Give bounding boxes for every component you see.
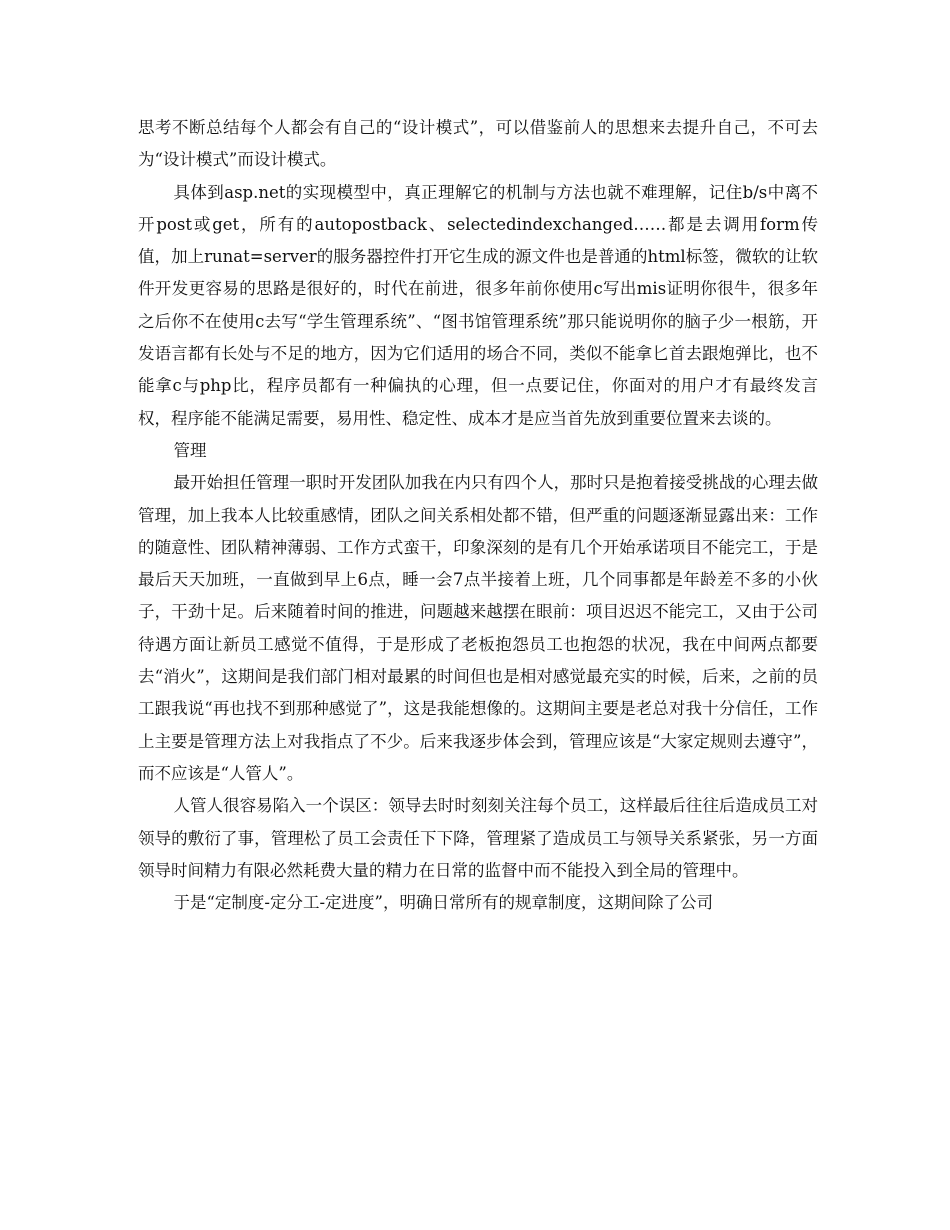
paragraph-people-management: 人管人很容易陷入一个误区：领导去时时刻刻关注每个员工，这样最后往往后造成员工对领导的敷衍了事，管理松了员工会责任下下降，管理紧了造成员工与领导关系紧张，另一方面领导时间精力有限必然耗费大量的精力在日常的监督中而不能投入到全局的管理中。 [138, 796, 818, 880]
paragraph-team-experience: 最开始担任管理一职时开发团队加我在内只有四个人，那时只是抱着接受挑战的心理去做管理，加上我本人比较重感情，团队之间关系相处都不错，但严重的问题逐渐显露出来：工作的随意性、团队精神薄弱、工作方式蛮干，印象深刻的是有几个开始承诺项目不能完工，于是最后天天加班，一直做到早上6点，睡一会7点半接着上班，几个同事都是年龄差不多的小伙子，干劲十足。后来随着时间的推进，问题越来越摆在眼前：项目迟迟不能完工，又由于公司待遇方面让新员工感觉不值得，于是形成了老板抱怨员工也抱怨的状况，我在中间两点都要去“消火”，这期间是我们部门相对最累的时间但也是相对感觉最充实的时候，后来，之前的员工跟我说“再也找不到那种感觉了”，这是我能想像的。这期间主要是老总对我十分信任，工作上主要是管理方法上对我指点了不少。后来我逐步体会到，管理应该是“大家定规则去遵守”，而不应该是“人管人”。 [138, 473, 818, 783]
paragraph-aspnet-model: 具体到asp.net的实现模型中，真正理解它的机制与方法也就不难理解，记住b/s中离不开post或get，所有的autopostback、selectedindexchanged……都是去调用form传值，加上runat=server的服务器控件打开它生成的源文件也是普通的html标签，微软的让软件开发更容易的思路是很好的，时代在前进，很多年前你使用c写出mis证明你很牛，很多年之后你不在使用c去写“学生管理系统”、“图书馆管理系统”那只能说明你的脑子少一根筋，开发语言都有长处与不足的地方，因为它们适用的场合不同，类似不能拿匕首去跟炮弹比，也不能拿c与php比，程序员都有一种偏执的心理，但一点要记住，你面对的用户才有最终发言权，程序能不能满足需要，易用性、稳定性、成本才是应当首先放到重要位置来去谈的。 [138, 182, 818, 428]
document-body [138, 112, 818, 919]
paragraph-design-patterns: 思考不断总结每个人都会有自己的“设计模式”，可以借鉴前人的思想来去提升自己，不可去为“设计模式”而设计模式。 [138, 118, 818, 170]
section-heading-management: 管理 [173, 440, 207, 460]
paragraph-rules-division: 于是“定制度-定分工-定进度”，明确日常所有的规章制度，这期间除了公司 [173, 893, 713, 913]
